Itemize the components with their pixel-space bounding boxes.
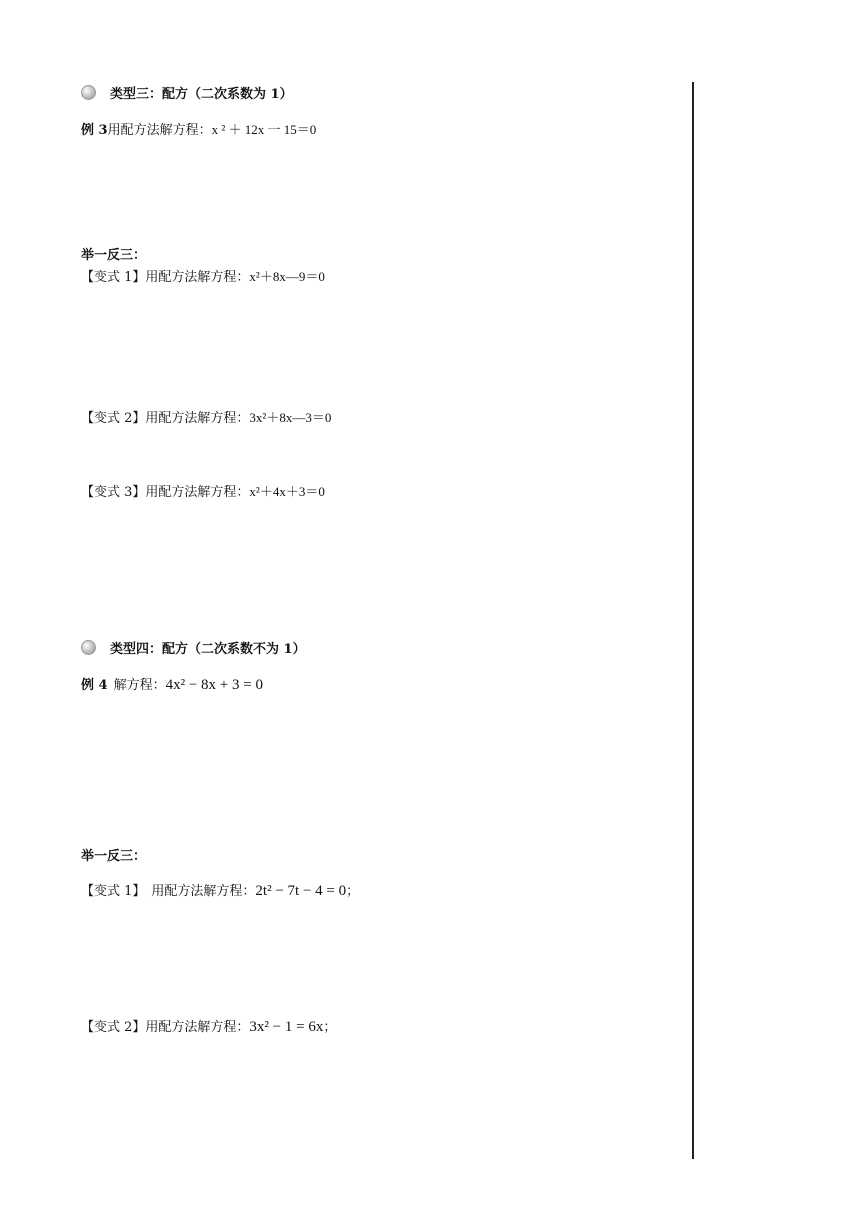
example-4 xyxy=(81,676,263,695)
example-3-equation: x ² ＋ 12x 一 15＝0 xyxy=(211,122,317,137)
practice-4-item-1 xyxy=(81,882,359,901)
variant-label: 【变式 1】 xyxy=(81,884,146,899)
variant-equation: x²＋8x—9＝0 xyxy=(249,269,325,284)
variant-prompt: 用配方法解方程： xyxy=(145,1020,250,1035)
example-4-label: 例 4 xyxy=(81,678,108,693)
variant-equation: 3x² − 1 = 6x xyxy=(249,1019,324,1035)
practice-3-item-2 xyxy=(81,409,331,428)
section-4-title: 类型四：配方（二次系数不为 1） xyxy=(110,642,306,657)
practice-4-heading: 举一反三： xyxy=(81,849,147,864)
section-4-heading xyxy=(81,640,306,659)
variant-equation: x²＋4x＋3＝0 xyxy=(249,484,325,499)
variant-equation: 3x²＋8x—3＝0 xyxy=(249,410,332,425)
section-3-title: 类型三：配方（二次系数为 1） xyxy=(110,87,293,102)
example-4-equation: 4x² − 8x + 3 = 0 xyxy=(165,677,263,693)
example-3 xyxy=(81,121,316,140)
variant-prompt: 用配方法解方程： xyxy=(151,884,256,899)
practice-3-item-3 xyxy=(81,483,325,502)
practice-4-item-2 xyxy=(81,1018,336,1037)
variant-equation: 2t² − 7t − 4 = 0 xyxy=(255,883,347,899)
variant-label: 【变式 1】 xyxy=(81,270,146,285)
practice-3-heading: 举一反三： xyxy=(81,248,147,263)
section-3-heading xyxy=(81,85,293,104)
variant-label: 【变式 3】 xyxy=(81,485,146,500)
variant-prompt: 用配方法解方程： xyxy=(145,485,250,500)
example-3-prompt: 用配方法解方程： xyxy=(107,123,212,138)
variant-suffix: ； xyxy=(323,1020,337,1035)
right-margin-rule xyxy=(692,82,694,1159)
bullet-icon xyxy=(81,640,96,655)
practice-3-item-1 xyxy=(81,268,325,287)
variant-prompt: 用配方法解方程： xyxy=(145,411,250,426)
example-3-label: 例 3 xyxy=(81,123,108,138)
variant-prompt: 用配方法解方程： xyxy=(145,270,250,285)
variant-suffix: ； xyxy=(346,884,360,899)
bullet-icon xyxy=(81,85,96,100)
example-4-prompt: 解方程： xyxy=(113,678,166,693)
variant-label: 【变式 2】 xyxy=(81,411,146,426)
variant-label: 【变式 2】 xyxy=(81,1020,146,1035)
